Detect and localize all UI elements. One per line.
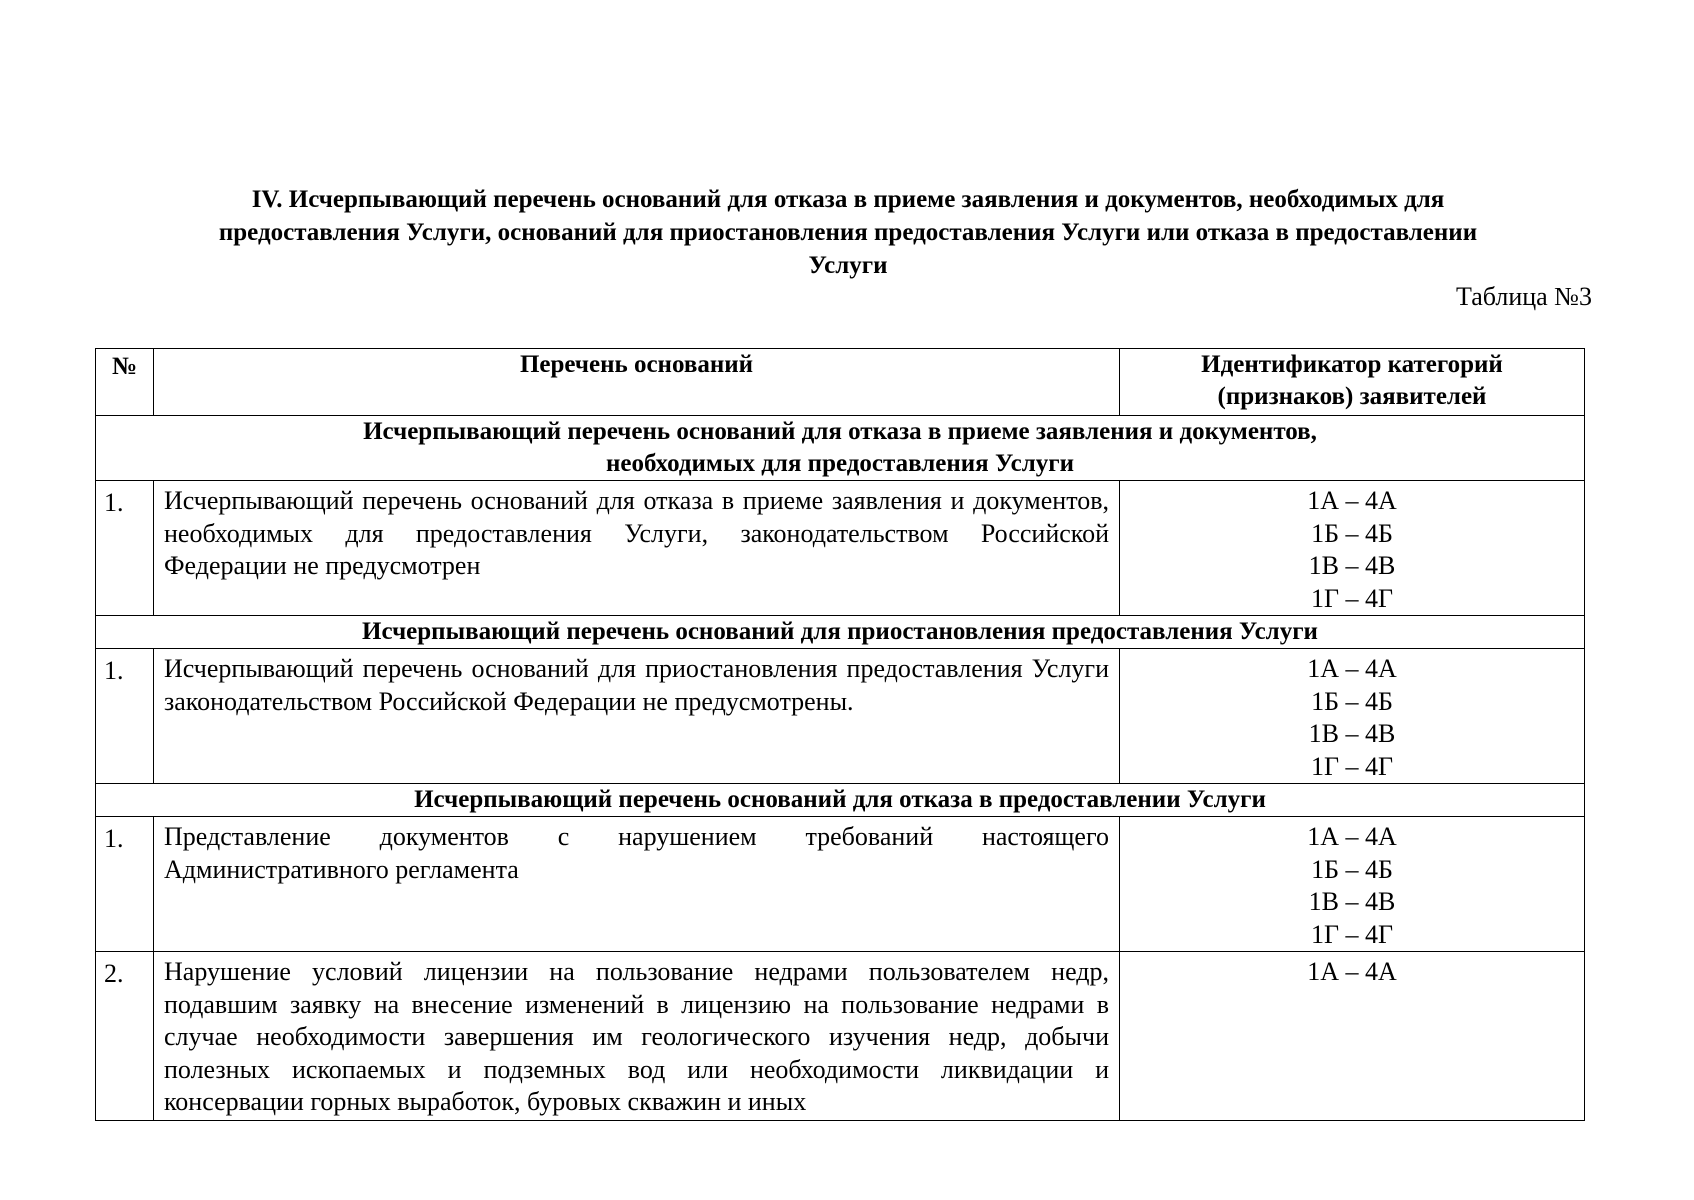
row-number: 1. bbox=[96, 481, 154, 616]
row-number: 2. bbox=[96, 952, 154, 1121]
category-id: 1Г – 4Г bbox=[1310, 583, 1394, 613]
category-id: 1А – 4А bbox=[1307, 957, 1397, 986]
table-row bbox=[96, 817, 1585, 952]
row-ids bbox=[1120, 649, 1585, 784]
category-id: 1Б – 4Б bbox=[1311, 518, 1393, 548]
row-number: 1. bbox=[96, 649, 154, 784]
header-ids-line: Идентификатор категорий bbox=[1201, 351, 1503, 378]
row-text: Исчерпывающий перечень оснований для отказа в приеме заявления и документов, необходимых для предоставления Услуги, законодательством Российской Федерации не предусмотрен bbox=[154, 481, 1120, 616]
category-id: 1Б – 4Б bbox=[1311, 854, 1393, 884]
row-text: Нарушение условий лицензии на пользование недрами пользователем недр, подавшим заявку на внесение изменений в лицензию на пользование недрами в случае необходимости завершения им геологического изучения недр, добычи полезных ископаемых и подземных вод или необходимости ликвидации и консервации горных выработок, буровых скважин и иных bbox=[154, 952, 1120, 1121]
section-title-row bbox=[96, 616, 1585, 649]
section-title bbox=[96, 616, 1585, 649]
category-id: 1Г – 4Г bbox=[1310, 751, 1394, 781]
section-title-line: Исчерпывающий перечень оснований для приостановления предоставления Услуги bbox=[362, 618, 1318, 645]
category-id: 1В – 4В bbox=[1308, 887, 1396, 916]
header-ids-line: (признаков) заявителей bbox=[1217, 383, 1487, 410]
category-id: 1В – 4В bbox=[1308, 551, 1396, 580]
row-text: Представление документов с нарушением требований настоящего Административного регламента bbox=[154, 817, 1120, 952]
row-ids bbox=[1120, 817, 1585, 952]
grounds-table bbox=[95, 348, 1585, 1121]
heading-line: Услуги bbox=[808, 252, 888, 279]
heading-line: IV. Исчерпывающий перечень оснований для отказа в приеме заявления и документов, необходимых для bbox=[251, 186, 1445, 213]
section-title-line: Исчерпывающий перечень оснований для отказа в предоставлении Услуги bbox=[414, 786, 1266, 813]
section-heading bbox=[118, 183, 1578, 282]
section-title-line: Исчерпывающий перечень оснований для отказа в приеме заявления и документов, bbox=[363, 418, 1317, 445]
category-id: 1А – 4А bbox=[1307, 486, 1397, 515]
category-id: 1А – 4А bbox=[1307, 822, 1397, 851]
table-row bbox=[96, 649, 1585, 784]
category-id: 1А – 4А bbox=[1307, 654, 1397, 683]
row-number: 1. bbox=[96, 817, 154, 952]
row-ids bbox=[1120, 952, 1585, 1121]
table-label: Таблица №3 bbox=[1455, 282, 1592, 311]
table-row bbox=[96, 952, 1585, 1121]
heading-line: предоставления Услуги, оснований для приостановления предоставления Услуги или отказа в предоставлении bbox=[218, 219, 1478, 246]
category-id: 1Б – 4Б bbox=[1311, 686, 1393, 716]
section-title bbox=[96, 416, 1585, 481]
section-title-line: необходимых для предоставления Услуги bbox=[606, 450, 1074, 477]
header-grounds: Перечень оснований bbox=[154, 349, 1120, 416]
section-title-row bbox=[96, 416, 1585, 481]
row-text: Исчерпывающий перечень оснований для приостановления предоставления Услуги законодательством Российской Федерации не предусмотрены. bbox=[154, 649, 1120, 784]
section-title-row bbox=[96, 784, 1585, 817]
category-id: 1В – 4В bbox=[1308, 719, 1396, 748]
category-id: 1Г – 4Г bbox=[1310, 919, 1394, 949]
header-num: № bbox=[96, 349, 154, 416]
table-row bbox=[96, 481, 1585, 616]
section-title bbox=[96, 784, 1585, 817]
header-ids bbox=[1120, 349, 1585, 416]
table-header-row bbox=[96, 349, 1585, 416]
row-ids bbox=[1120, 481, 1585, 616]
